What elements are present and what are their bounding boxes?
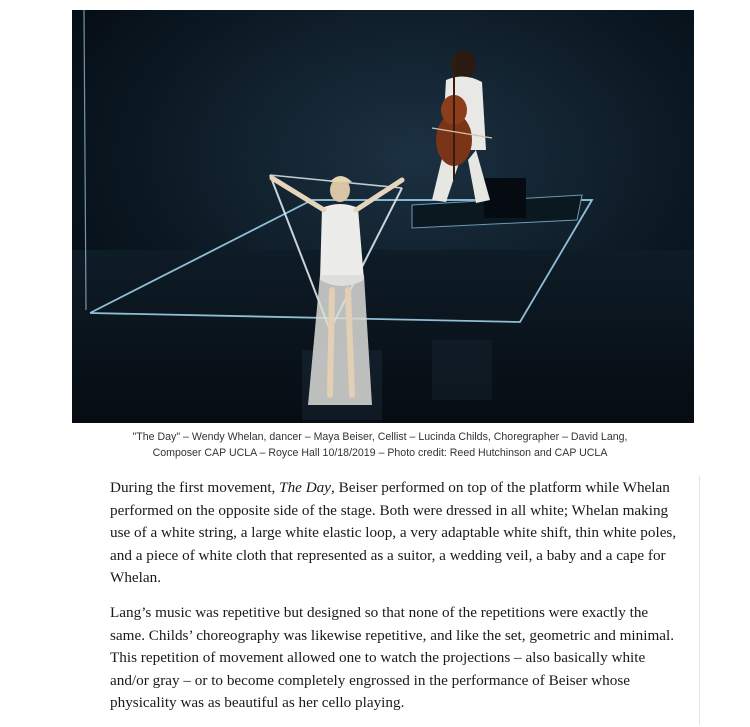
photo-caption <box>100 429 660 461</box>
paragraph-music-choreography: Lang’s music was repetitive but designed so that none of the repetitions were exactly the same. Childs’ choreography was likewise repetitive, and like the set, geometric and minimal. This repetition of movement allowed one to watch the projections – also basically white and/or gray – or to become completely engrossed in the performance of Beiser whose physicality was as beautiful as her cello playing. <box>110 603 675 712</box>
column-divider <box>699 476 700 725</box>
article-body <box>110 477 685 727</box>
caption-line: "The Day" – Wendy Whelan, dancer – Maya Beiser, Cellist – Lucinda Childs, Choregrapher – David Lang, <box>132 431 628 443</box>
stage-illustration <box>72 10 694 423</box>
speaker-box <box>484 178 526 218</box>
stage-floor <box>72 250 694 423</box>
performance-photo <box>72 10 694 423</box>
caption-line: Composer CAP UCLA – Royce Hall 10/18/2019 – Photo credit: Reed Hutchinson and CAP UCLA <box>152 447 608 459</box>
paragraph-first-movement: During the first movement, The Day, Beiser performed on top of the platform while Whelan performed on the opposite side of the stage. Both were dressed in all white; Whelan making use of a white string, a large white elastic loop, a very adaptable white shift, thin white poles, and a piece of white cloth that represented as a suitor, a wedding veil, a baby and a cape for Whelan. <box>110 479 677 587</box>
work-title: The Day <box>279 479 332 496</box>
